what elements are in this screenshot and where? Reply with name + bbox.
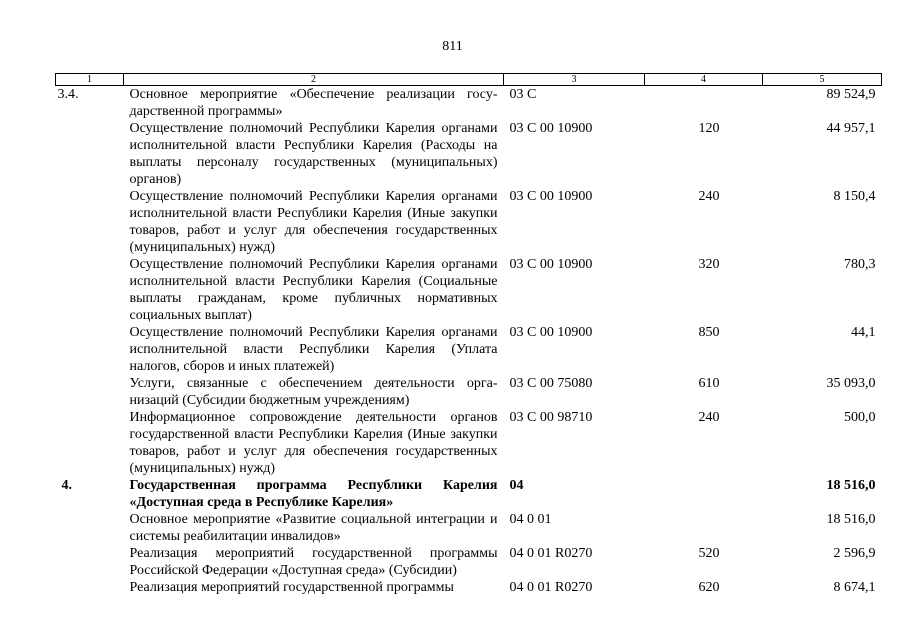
item-number: 4. bbox=[61, 478, 72, 493]
target-article-code: 03 С bbox=[509, 87, 537, 102]
expense-type-code: 610 bbox=[698, 376, 720, 391]
table-row bbox=[56, 545, 882, 579]
target-article-code: 03 С 00 98710 bbox=[509, 410, 593, 425]
table-row bbox=[56, 477, 882, 511]
item-description: Основное мероприятие «Развитие социальной интеграции и системы реабилитации инвалидов» bbox=[129, 512, 498, 544]
column-header-3: 3 bbox=[504, 74, 645, 86]
item-description: Осуществление полномочий Республики Карелия органами исполнительной власти Республики Карелия (Расходы на выплаты персоналу государственных (муниципальных) органов) bbox=[129, 121, 498, 187]
item-number bbox=[56, 545, 124, 579]
table-row bbox=[56, 86, 882, 121]
target-article-code: 04 0 01 R0270 bbox=[509, 546, 593, 561]
item-description: Осуществление полномочий Республики Карелия органами исполнительной власти Республики Карелия (Социальные выплаты гражданам, кроме публичных нормативных социальных выплат) bbox=[129, 257, 498, 323]
table-row bbox=[56, 188, 882, 256]
table-row bbox=[56, 120, 882, 188]
expense-type-code: 120 bbox=[698, 121, 720, 136]
table-row bbox=[56, 375, 882, 409]
amount: 44,1 bbox=[851, 325, 876, 340]
amount: 8 150,4 bbox=[833, 189, 876, 204]
amount: 8 674,1 bbox=[833, 580, 876, 595]
item-number bbox=[56, 120, 124, 188]
item-description: Услуги, связанные с обеспечением деятельности организаций (Субсидии бюджетным учреждениям) bbox=[129, 376, 498, 408]
expense-type-code bbox=[645, 511, 763, 545]
expense-type-code bbox=[645, 477, 763, 511]
page-number: 811 bbox=[442, 39, 463, 54]
item-description: Реализация мероприятий государственной программы Российской Федерации «Доступная среда» (Субсидии) bbox=[129, 546, 498, 578]
item-number bbox=[56, 409, 124, 477]
item-number bbox=[56, 188, 124, 256]
target-article-code: 03 С 00 75080 bbox=[509, 376, 593, 391]
expense-type-code: 520 bbox=[698, 546, 720, 561]
amount: 44 957,1 bbox=[826, 121, 876, 136]
budget-table bbox=[55, 73, 882, 596]
item-number bbox=[56, 579, 124, 596]
table-body bbox=[56, 86, 882, 597]
target-article-code: 04 bbox=[509, 478, 524, 493]
item-description: Основное мероприятие «Обеспечение реализации государственной программы» bbox=[129, 87, 498, 119]
expense-type-code: 620 bbox=[698, 580, 720, 595]
target-article-code: 03 С 00 10900 bbox=[509, 325, 593, 340]
item-description: Осуществление полномочий Республики Карелия органами исполнительной власти Республики Карелия (Уплата налогов, сборов и иных платежей) bbox=[129, 325, 498, 374]
amount: 18 516,0 bbox=[826, 478, 876, 493]
expense-type-code: 320 bbox=[698, 257, 720, 272]
amount: 500,0 bbox=[844, 410, 876, 425]
target-article-code: 04 0 01 bbox=[509, 512, 552, 527]
column-header-4: 4 bbox=[645, 74, 763, 86]
amount: 35 093,0 bbox=[826, 376, 876, 391]
item-description: Информационное сопровождение деятельности органов государственной власти Республики Карелия (Иные закупки товаров, работ и услуг для обеспечения государственных (муниципальных) нужд) bbox=[129, 410, 498, 476]
column-header-2: 2 bbox=[124, 74, 504, 86]
item-description: Осуществление полномочий Республики Карелия органами исполнительной власти Республики Карелия (Иные закупки товаров, работ и услуг для обеспечения государственных (муниципальных) нужд) bbox=[129, 189, 498, 255]
target-article-code: 04 0 01 R0270 bbox=[509, 580, 593, 595]
item-number bbox=[56, 511, 124, 545]
target-article-code: 03 С 00 10900 bbox=[509, 257, 593, 272]
amount: 2 596,9 bbox=[833, 546, 876, 561]
item-description: Реализация мероприятий государственной программы bbox=[129, 580, 454, 595]
item-description: Государственная программа Республики Карелия «Доступная среда в Республике Карелия» bbox=[129, 478, 498, 510]
amount: 18 516,0 bbox=[826, 512, 876, 527]
table-row bbox=[56, 579, 882, 596]
table-header-row bbox=[56, 74, 882, 86]
item-number bbox=[56, 375, 124, 409]
column-header-1: 1 bbox=[56, 74, 124, 86]
amount: 780,3 bbox=[844, 257, 876, 272]
expense-type-code: 850 bbox=[698, 325, 720, 340]
table-row bbox=[56, 256, 882, 324]
target-article-code: 03 С 00 10900 bbox=[509, 121, 593, 136]
expense-type-code bbox=[645, 86, 763, 121]
expense-type-code: 240 bbox=[698, 410, 720, 425]
item-number bbox=[56, 256, 124, 324]
item-number: 3.4. bbox=[57, 87, 79, 102]
expense-type-code: 240 bbox=[698, 189, 720, 204]
item-number bbox=[56, 324, 124, 375]
amount: 89 524,9 bbox=[826, 87, 876, 102]
table-row bbox=[56, 324, 882, 375]
table-row bbox=[56, 409, 882, 477]
target-article-code: 03 С 00 10900 bbox=[509, 189, 593, 204]
table-row bbox=[56, 511, 882, 545]
column-header-5: 5 bbox=[763, 74, 882, 86]
